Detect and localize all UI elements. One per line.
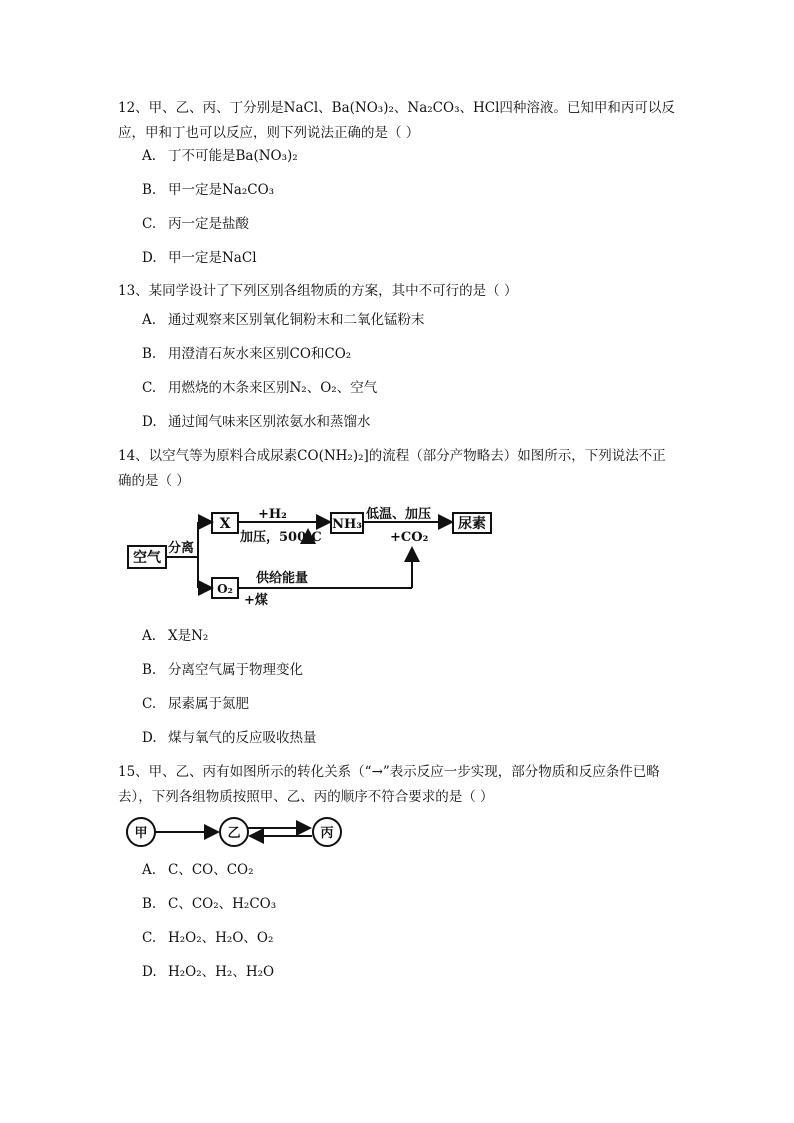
x-label: X	[219, 516, 231, 532]
energy-label: 供给能量	[256, 571, 309, 586]
q13-option-b: B. 用澄清石灰水来区别CO和CO₂	[142, 346, 352, 362]
conversion-diagram	[124, 812, 354, 852]
separate-label: 分离	[168, 541, 195, 556]
urea-label: 尿素	[458, 516, 486, 532]
q14-option-a: A. X是N₂	[142, 628, 209, 644]
coal-label: +煤	[244, 593, 268, 608]
q14-stem: 14、以空气等为原料合成尿素CO(NH₂)₂]的流程（部分产物略去）如图所示，下列说法不正确的是（ ）	[118, 448, 666, 489]
q15-option-d: D. H₂O₂、H₂、H₂O	[142, 964, 275, 980]
h2-label: +H₂	[258, 507, 287, 522]
q14-option-c: C. 尿素属于氮肥	[142, 696, 249, 712]
q15-stem: 15、甲、乙、丙有如图所示的转化关系（“→”表示反应一步实现，部分物质和反应条件已略去），下列各组物质按照甲、乙、丙的顺序不符合要求的是（ ）	[118, 764, 660, 805]
q12-option-c: C. 丙一定是盐酸	[142, 216, 249, 232]
q15-option-a: A. C、CO、CO₂	[142, 862, 254, 878]
nh3-label: NH₃	[332, 517, 362, 532]
air-label: 空气	[133, 550, 161, 566]
q12-stem: 12、甲、乙、丙、丁分别是NaCl、Ba(NO₃)₂、Na₂CO₃、HCl四种溶液。已知甲和丙可以反应，甲和丁也可以反应，则下列说法正确的是（ ）	[118, 100, 675, 141]
condition-1-label: 加压，500℃	[240, 530, 322, 545]
q12-option-b: B. 甲一定是Na₂CO₃	[142, 182, 275, 198]
q13-option-c: C. 用燃烧的木条来区别N₂、O₂、空气	[142, 380, 378, 396]
q15-option-b: B. C、CO₂、H₂CO₃	[142, 896, 277, 912]
q14-option-b: B. 分离空气属于物理变化	[142, 662, 303, 678]
q13-stem: 13、某同学设计了下列区别各组物质的方案，其中不可行的是（ ）	[118, 283, 518, 299]
q12-option-d: D. 甲一定是NaCl	[142, 250, 257, 266]
node-c-label: 丙	[320, 826, 334, 841]
urea-flow-diagram	[118, 500, 508, 610]
q13-option-a: A. 通过观察来区别氧化铜粉末和二氧化锰粉末	[142, 312, 425, 328]
q15-option-c: C. H₂O₂、H₂O、O₂	[142, 930, 274, 946]
node-b-label: 乙	[227, 826, 241, 841]
co2-label: +CO₂	[390, 530, 429, 545]
o2-label: O₂	[217, 582, 233, 596]
q13-option-d: D. 通过闻气味来区别浓氨水和蒸馏水	[142, 414, 371, 430]
q14-option-d: D. 煤与氧气的反应吸收热量	[142, 730, 317, 746]
condition-2-label: 低温、加压	[366, 507, 432, 522]
node-a-label: 甲	[134, 826, 148, 841]
q12-option-a: A. 丁不可能是Ba(NO₃)₂	[142, 148, 298, 164]
